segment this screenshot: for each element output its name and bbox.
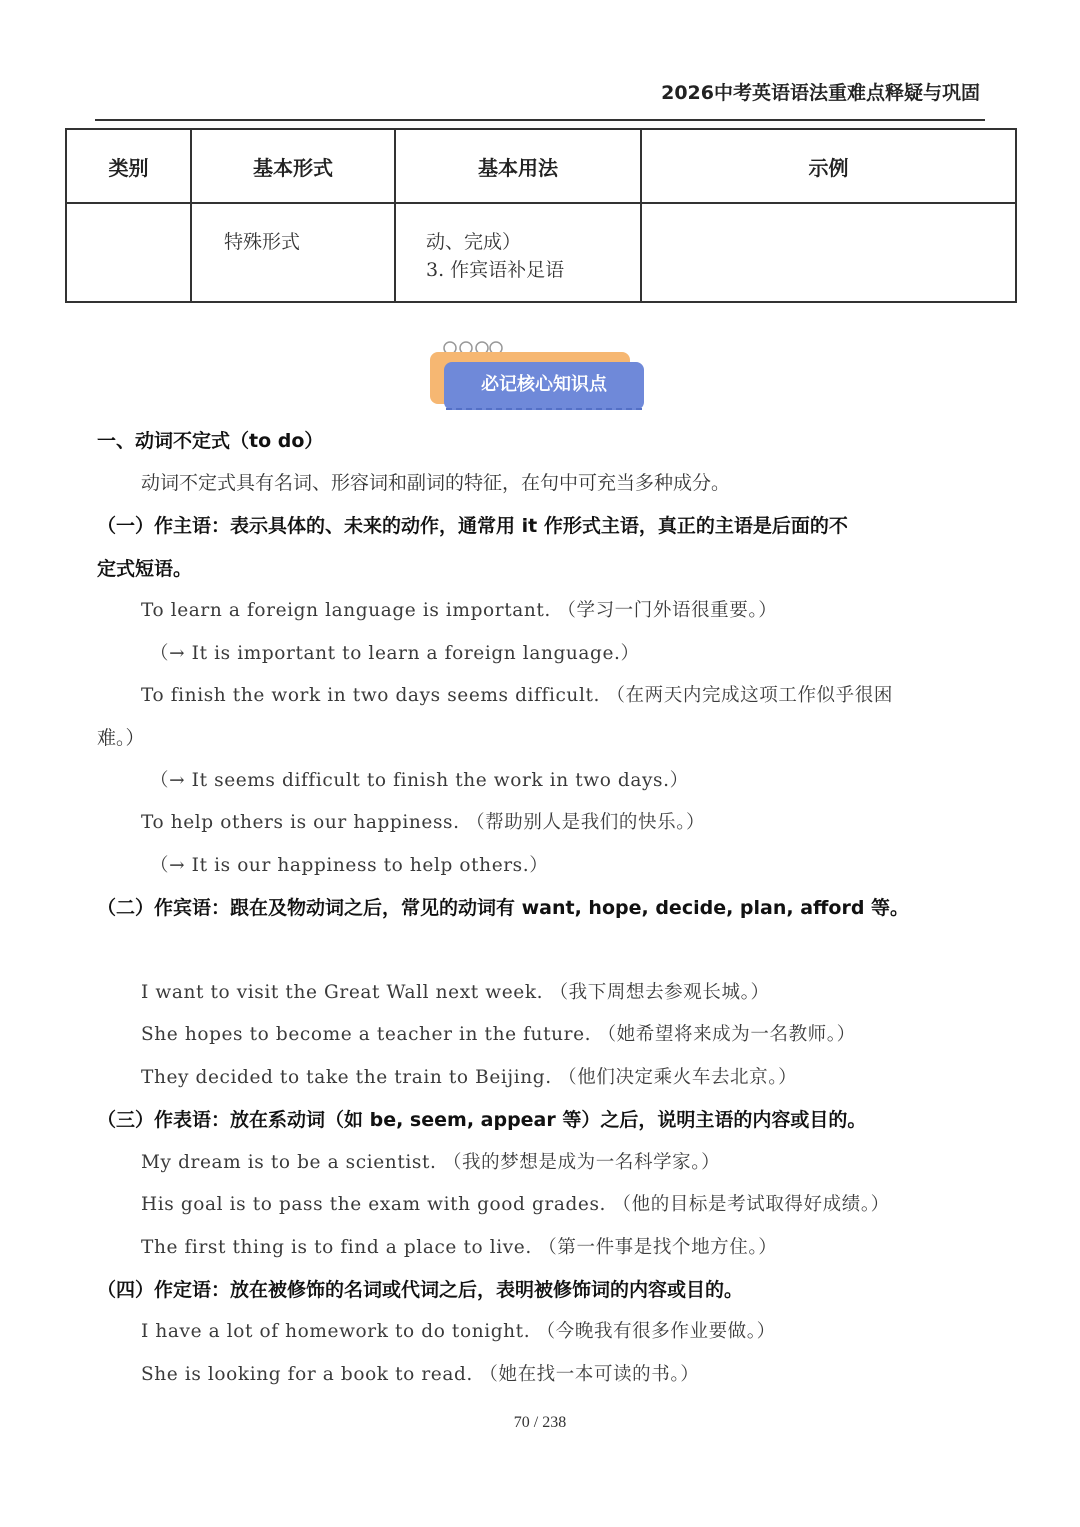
column-header-form: 基本形式: [191, 129, 395, 203]
subsection-attributive: （四）作定语：放在被修饰的名词或代词之后，表明被修饰词的内容或目的。: [97, 1279, 744, 1301]
cell-usage: [395, 203, 641, 302]
subsection-predicative: （三）作表语：放在系动词（如 be, seem, appear 等）之后，说明主语的内容或目的。: [97, 1109, 867, 1131]
grammar-table: [65, 128, 1017, 303]
usage-line: 3. 作宾语补足语: [426, 259, 565, 281]
table-header-row: [66, 129, 1016, 203]
example-sentence: I want to visit the Great Wall next week. （我下周想去参观长城。）: [141, 982, 770, 1003]
example-sentence: She is looking for a book to read. （她在找一本可读的书。）: [141, 1364, 700, 1385]
banner-dashed-line: [446, 408, 642, 410]
example-sentence: To finish the work in two days seems difficult. （在两天内完成这项工作似乎很困: [141, 685, 893, 706]
page-header-title: 2026中考英语语法重难点释疑与巩固: [661, 82, 980, 104]
example-rewrite: （→ It is important to learn a foreign language.）: [150, 643, 640, 664]
example-rewrite: （→ It seems difficult to finish the work in two days.）: [150, 770, 689, 791]
table-row: [66, 203, 1016, 302]
page-number: 70 / 238: [513, 1414, 567, 1431]
example-sentence: The first thing is to find a place to live. （第一件事是找个地方住。）: [141, 1237, 778, 1258]
column-header-usage: 基本用法: [395, 129, 641, 203]
subsection-object: （二）作宾语：跟在及物动词之后，常见的动词有 want, hope, decide, plan, afford 等。: [97, 897, 910, 919]
example-sentence: My dream is to be a scientist. （我的梦想是成为一名科学家。）: [141, 1152, 721, 1173]
intro-text: 动词不定式具有名词、形容词和副词的特征，在句中可充当多种成分。: [141, 472, 731, 494]
cell-form: 特殊形式: [191, 203, 395, 302]
header-divider: [95, 119, 985, 121]
cell-category: [66, 203, 191, 302]
example-sentence: I have a lot of homework to do tonight. （今晚我有很多作业要做。）: [141, 1321, 776, 1342]
example-sentence: His goal is to pass the exam with good grades. （他的目标是考试取得好成绩。）: [141, 1194, 890, 1215]
subsection-subject-cont: 定式短语。: [97, 558, 193, 580]
cell-example: [641, 203, 1016, 302]
usage-line: 动、完成）: [426, 231, 522, 253]
example-rewrite: （→ It is our happiness to help others.）: [150, 855, 549, 876]
section-title: 一、动词不定式（to do）: [97, 430, 324, 452]
example-sentence: To learn a foreign language is important. （学习一门外语很重要。）: [141, 600, 778, 621]
example-sentence-cont: 难。）: [97, 727, 145, 749]
column-header-category: 类别: [66, 129, 191, 203]
subsection-subject: （一）作主语：表示具体的、未来的动作，通常用 it 作形式主语，真正的主语是后面的不: [97, 515, 848, 537]
column-header-example: 示例: [641, 129, 1016, 203]
example-sentence: They decided to take the train to Beijing. （他们决定乘火车去北京。）: [141, 1067, 798, 1088]
example-sentence: To help others is our happiness. （帮助别人是我们的快乐。）: [141, 812, 706, 833]
core-knowledge-banner: [430, 336, 646, 414]
banner-label: 必记核心知识点: [444, 362, 644, 410]
example-sentence: She hopes to become a teacher in the future. （她希望将来成为一名教师。）: [141, 1024, 856, 1045]
